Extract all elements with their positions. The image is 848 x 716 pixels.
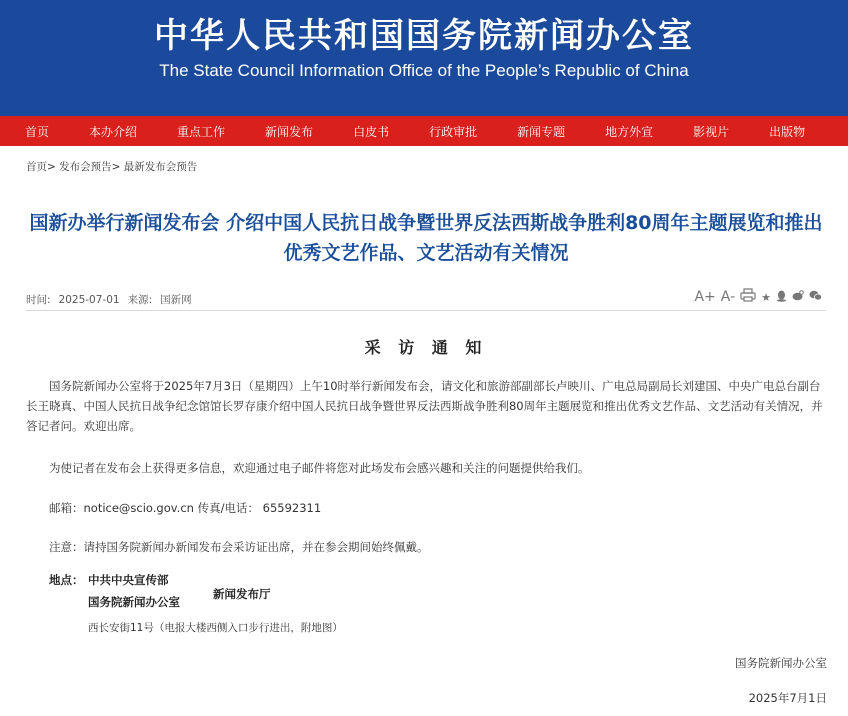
nav-item-home[interactable]: 首页 bbox=[25, 124, 50, 139]
nav-item-admin-approval[interactable]: 行政审批 bbox=[429, 124, 478, 139]
time-label: 时间: bbox=[26, 294, 51, 306]
notice-heading: 采 访 通 知 bbox=[364, 338, 488, 357]
site-header bbox=[0, 0, 848, 116]
main-nav bbox=[0, 116, 848, 146]
site-title-en[interactable]: The State Council Information Office of the People’s Republic of China bbox=[159, 61, 689, 80]
breadcrumb-separator: > bbox=[111, 161, 124, 173]
signature-date: 2025年7月1日 bbox=[748, 691, 827, 705]
nav-item-news-topics[interactable]: 新闻专题 bbox=[517, 124, 566, 139]
font-decrease-button[interactable]: A- bbox=[720, 289, 736, 305]
breadcrumb-separator: > bbox=[47, 161, 60, 173]
site-title-cn[interactable]: 中华人民共和国国务院新闻办公室 bbox=[154, 16, 694, 56]
nav-item-key-work[interactable]: 重点工作 bbox=[177, 124, 226, 139]
notice-paragraph: 国务院新闻办公室将于2025年7月3日（星期四）上午10时举行新闻发布会，请文化和旅游部副部长卢映川、广电总局副局长刘建国、中央广电总台副台长王晓真、中国人民抗日战争纪念馆馆长罗存康介绍中国人民抗日战争暨世界反法西斯战争胜利80周年主题展览和推出优秀文艺作品、文艺活动有关情况，并答记者问。欢迎出席。 bbox=[26, 379, 823, 433]
source-label: 来源: bbox=[127, 294, 153, 306]
source-value: 国新网 bbox=[160, 294, 192, 306]
article-title: 国新办举行新闻发布会 介绍中国人民抗日战争暨世界反法西斯战争胜利80周年主题展览和推出优秀文艺作品、文艺活动有关情况 bbox=[29, 212, 823, 264]
address-line: 国务院新闻办公室 bbox=[88, 595, 180, 609]
breadcrumb bbox=[26, 159, 197, 174]
attention-paragraph: 注意：请持国务院新闻办新闻发布会采访证出席，并在参会期间始终佩戴。 bbox=[49, 540, 429, 554]
nav-item-press-release[interactable]: 新闻发布 bbox=[265, 124, 314, 139]
weibo-icon[interactable] bbox=[792, 290, 804, 304]
nav-item-about[interactable]: 本办介绍 bbox=[89, 124, 138, 139]
breadcrumb-home[interactable]: 首页 bbox=[26, 161, 47, 173]
notice-paragraph: 为使记者在发布会上获得更多信息，欢迎通过电子邮件将您对此场发布会感兴趣和关注的问题提供给我们。 bbox=[49, 461, 590, 475]
article-meta bbox=[26, 286, 826, 311]
font-increase-button[interactable]: A+ bbox=[694, 289, 716, 305]
print-icon[interactable] bbox=[740, 288, 756, 306]
nav-item-publications[interactable]: 出版物 bbox=[769, 124, 806, 139]
nav-item-white-papers[interactable]: 白皮书 bbox=[353, 124, 390, 139]
breadcrumb-press-preview[interactable]: 发布会预告 bbox=[59, 161, 112, 173]
breadcrumb-latest-preview[interactable]: 最新发布会预告 bbox=[123, 161, 198, 173]
address-line: 中共中央宣传部 bbox=[88, 573, 169, 587]
address-hall: 新闻发布厅 bbox=[213, 587, 271, 601]
nav-item-local-publicity[interactable]: 地方外宣 bbox=[605, 124, 654, 139]
qq-icon[interactable] bbox=[776, 290, 787, 305]
address-detail: 西长安街11号（电报大楼西侧入口步行进出，附地图） bbox=[88, 622, 343, 634]
nav-item-films[interactable]: 影视片 bbox=[693, 124, 730, 139]
address-label: 地点： bbox=[49, 573, 84, 587]
publish-date: 2025-07-01 bbox=[58, 294, 120, 306]
wechat-icon[interactable] bbox=[809, 290, 822, 304]
star-icon[interactable]: ★ bbox=[761, 290, 771, 304]
contact-paragraph: 邮箱：notice@scio.gov.cn 传真/电话： 65592311 bbox=[49, 501, 322, 515]
signature: 国务院新闻办公室 bbox=[735, 656, 827, 670]
